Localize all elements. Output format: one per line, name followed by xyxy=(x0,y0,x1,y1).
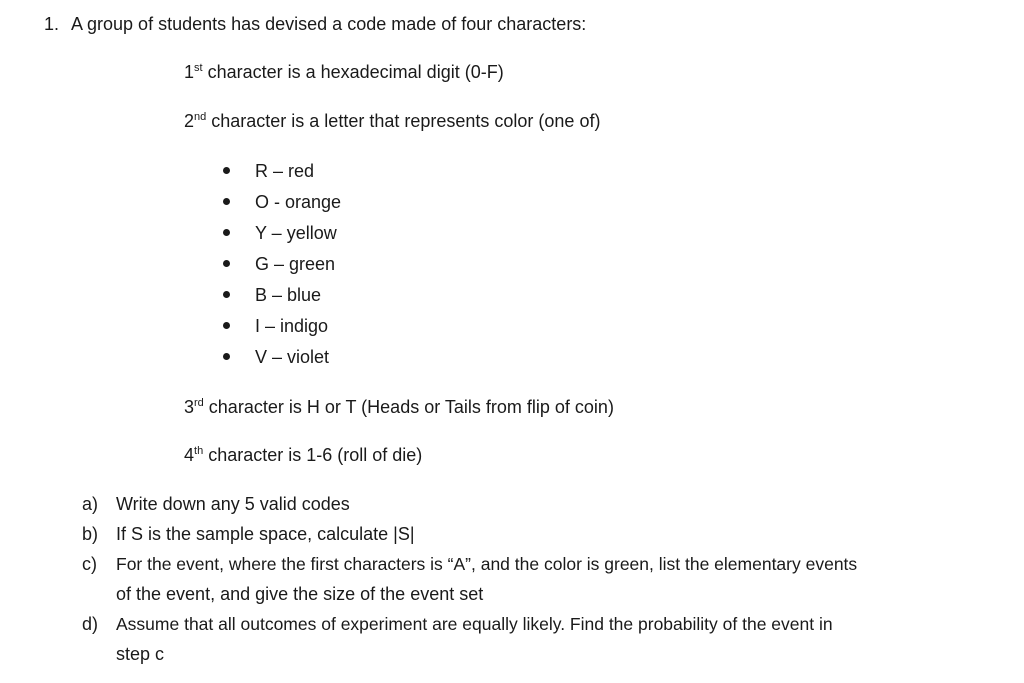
question-number: 1. xyxy=(44,14,60,34)
bullet-icon xyxy=(223,291,230,298)
part-text: If S is the sample space, calculate |S| xyxy=(116,524,415,544)
color-item: B – blue xyxy=(255,285,322,305)
bullet-icon xyxy=(223,198,230,205)
part-label: b) xyxy=(82,524,99,544)
character-3-line xyxy=(184,396,614,421)
ordinal-suffix: rd xyxy=(194,397,204,409)
character-description: character is 1-6 (roll of die) xyxy=(203,445,423,465)
ordinal-suffix: nd xyxy=(194,111,207,123)
color-item: G – green xyxy=(255,254,336,274)
bullet-icon xyxy=(223,260,230,267)
part-text: For the event, where the first characters is “A”, and the color is green, list the elementary events xyxy=(116,554,858,574)
part-text: Write down any 5 valid codes xyxy=(116,494,350,514)
color-item: Y – yellow xyxy=(255,223,337,243)
part-text-continued: of the event, and give the size of the event set xyxy=(116,584,484,604)
part-label: a) xyxy=(82,494,99,514)
part-label: c) xyxy=(82,554,97,574)
bullet-icon xyxy=(223,229,230,236)
character-description: character is H or T (Heads or Tails from flip of coin) xyxy=(203,397,614,417)
color-item: V – violet xyxy=(255,347,330,367)
part-text-continued: step c xyxy=(116,644,165,664)
ordinal-number: 1 xyxy=(184,62,195,82)
color-item: R – red xyxy=(255,161,315,181)
ordinal-number: 2 xyxy=(184,111,195,131)
character-description: character is a letter that represents color (one of) xyxy=(206,111,601,131)
question-text: A group of students has devised a code made of four characters: xyxy=(71,14,587,34)
part-label: d) xyxy=(82,614,99,634)
ordinal-suffix: th xyxy=(194,445,204,457)
ordinal-number: 3 xyxy=(184,397,195,417)
bullet-icon xyxy=(223,353,230,360)
bullet-icon xyxy=(223,322,230,329)
character-4-line xyxy=(184,444,422,469)
color-item: I – indigo xyxy=(255,316,329,336)
part-text: Assume that all outcomes of experiment are equally likely. Find the probability of the event in xyxy=(116,614,833,634)
bullet-icon xyxy=(223,167,230,174)
character-description: character is a hexadecimal digit (0-F) xyxy=(202,62,504,82)
color-item: O - orange xyxy=(255,192,342,212)
character-1-line xyxy=(184,61,504,86)
ordinal-number: 4 xyxy=(184,445,195,465)
character-2-line xyxy=(184,110,600,135)
ordinal-suffix: st xyxy=(194,62,203,74)
